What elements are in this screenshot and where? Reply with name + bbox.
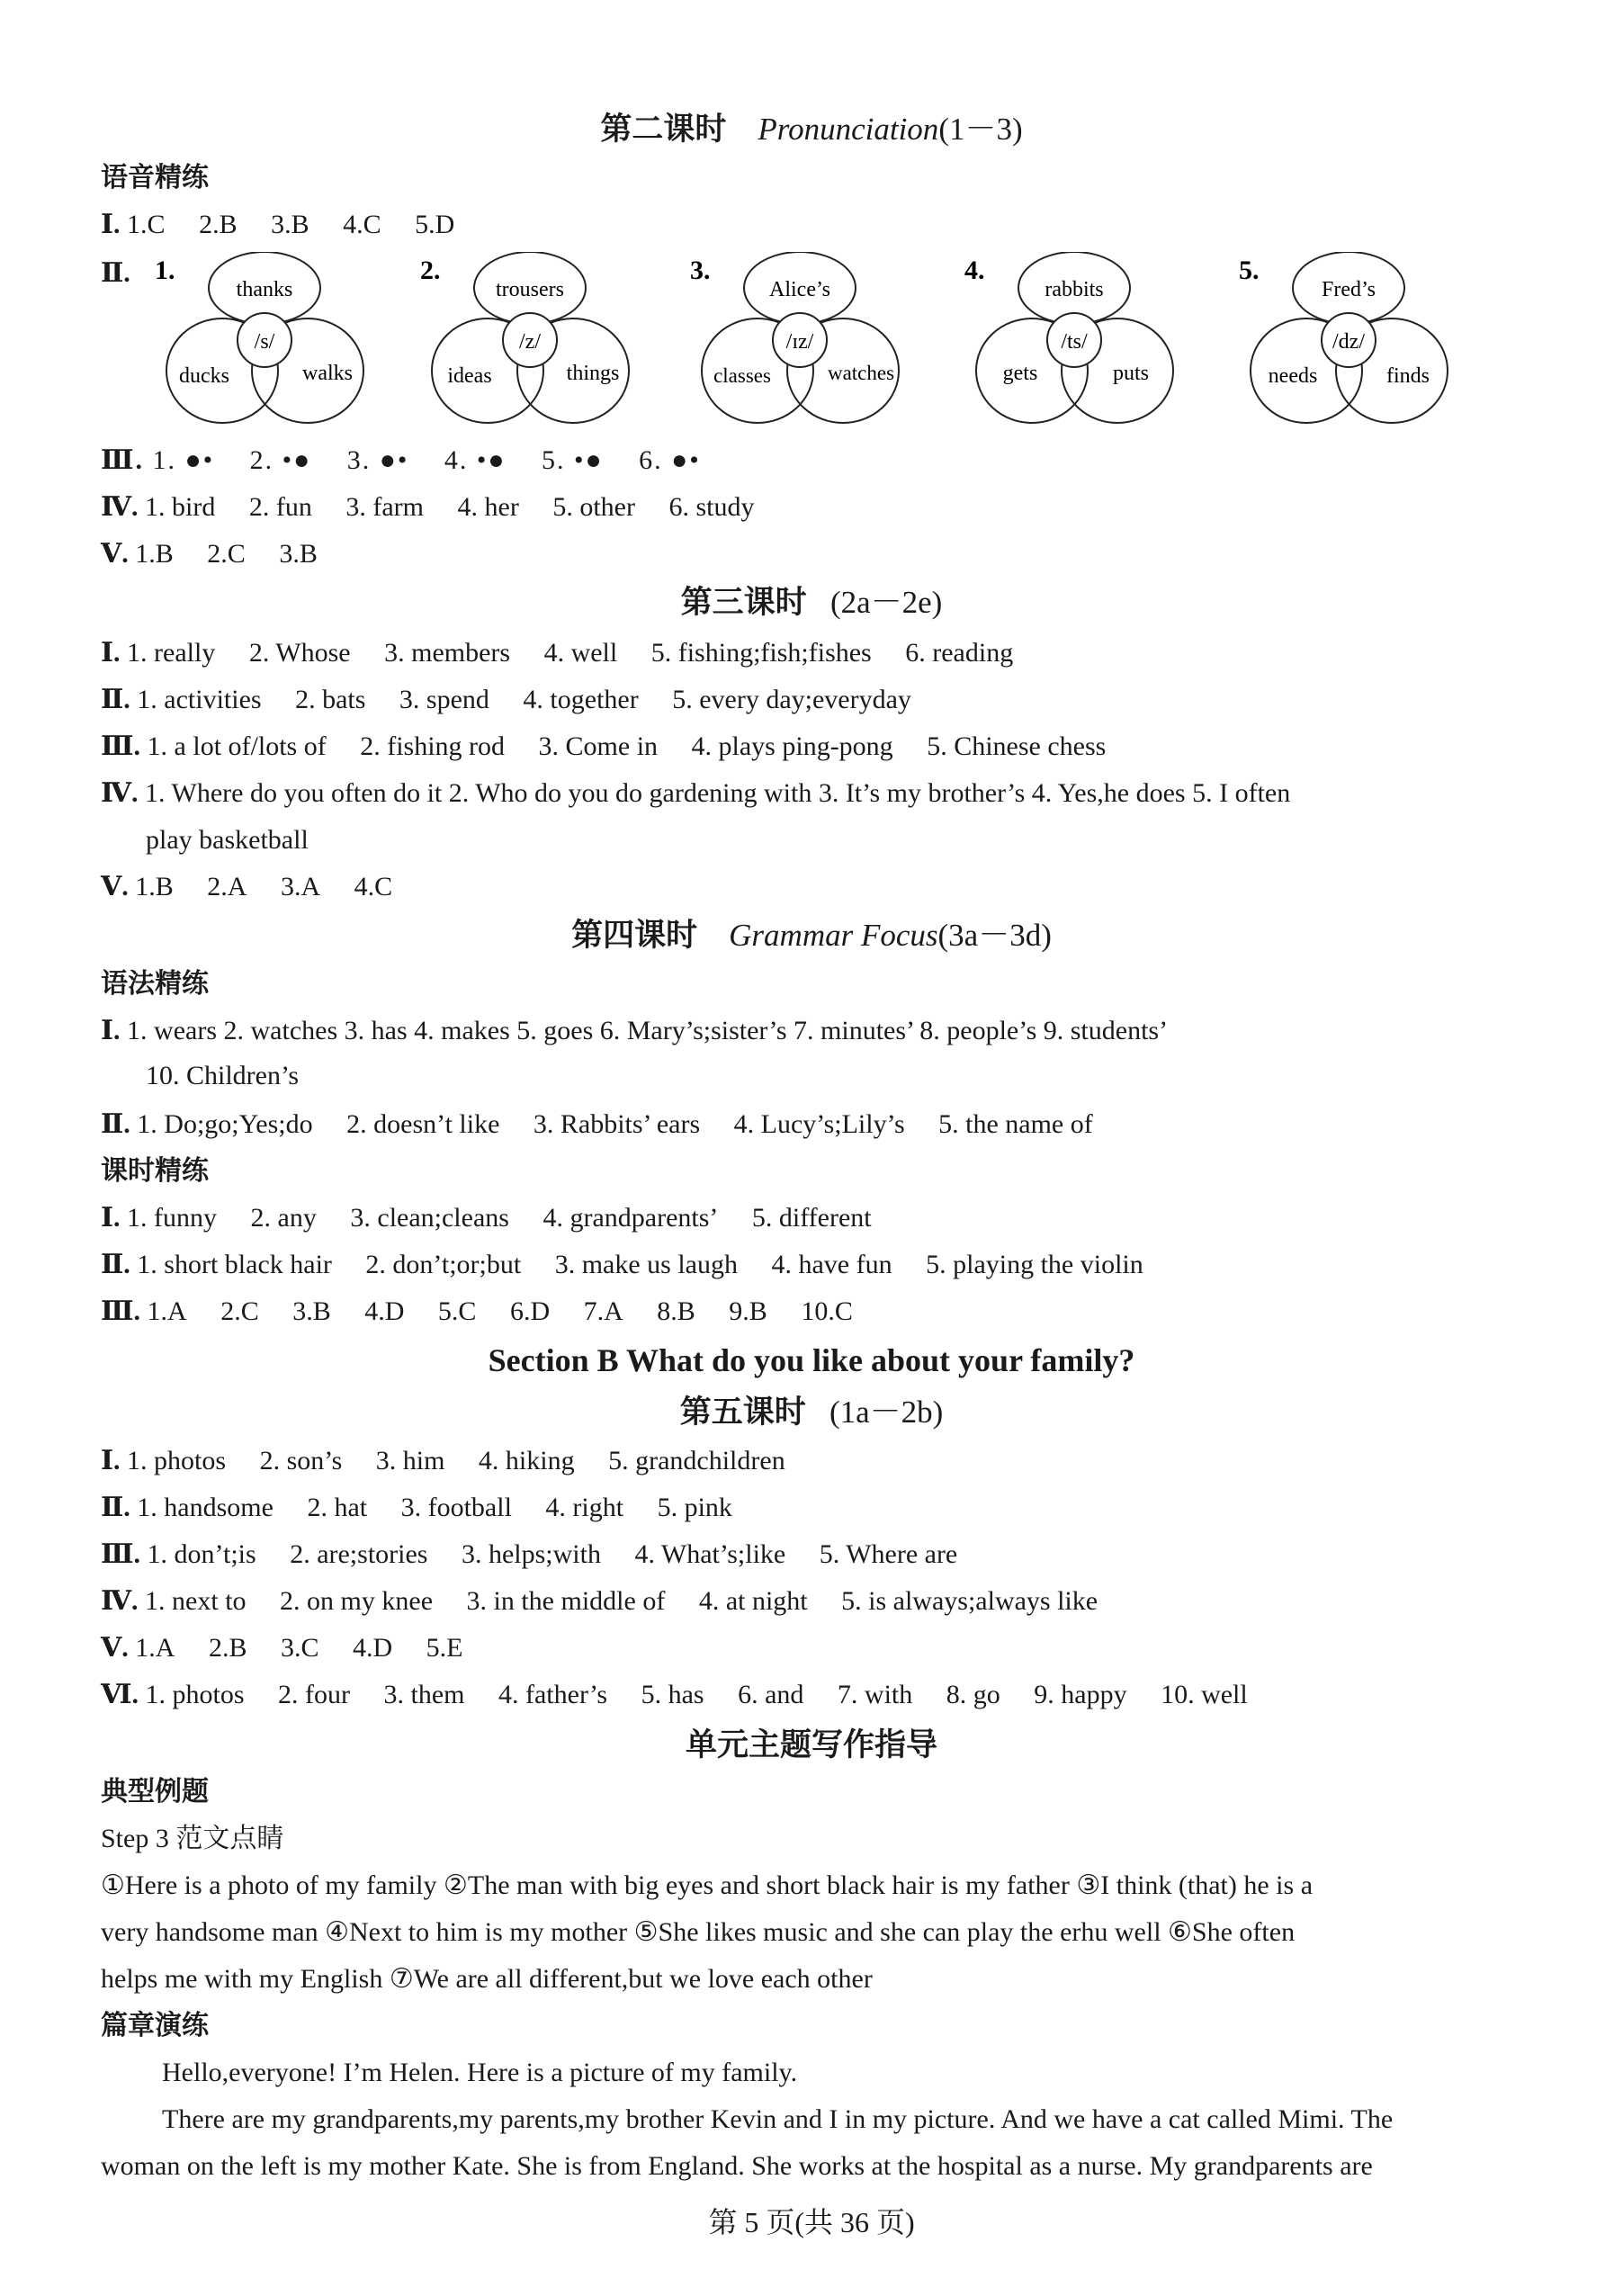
answer-item: 3. him — [375, 1446, 445, 1475]
answer-item: 5. different — [751, 1203, 872, 1233]
answer-item: 2.C — [207, 539, 246, 569]
flower-center-sound: /dz/ — [1332, 330, 1365, 354]
answer-item: 4. plays ping-pong — [691, 731, 893, 761]
answer-item: 3. clean;cleans — [350, 1203, 509, 1233]
section-label: Ⅰ. — [101, 638, 121, 668]
section-label: Ⅰ. — [101, 1203, 121, 1233]
answer-item: 1. photos — [145, 1680, 245, 1709]
answer-item: 5. fishing;fish;fishes — [650, 638, 872, 668]
answer-item: 5. Chinese chess — [927, 731, 1107, 761]
answer-item: 2. doesn’t like — [346, 1109, 500, 1139]
answer-item: 1. handsome — [137, 1493, 273, 1522]
flower-3 — [690, 252, 899, 423]
answer-item: 5. every day;everyday — [672, 685, 911, 714]
flower-top-word: thanks — [236, 278, 293, 301]
answer-item: 3. farm — [345, 492, 425, 522]
answer-item: 2. are;stories — [290, 1539, 428, 1569]
lesson2-title-en: Pronunciation — [758, 112, 939, 147]
section-label: Ⅳ. — [101, 1586, 139, 1616]
model-line-2: very handsome man ④Next to him is my mother ⑤She likes music and she can play the erhu well ⑥She often — [101, 1917, 1296, 1947]
answer-item: 5. pink — [657, 1493, 732, 1522]
answer-item: 4. at night — [698, 1586, 808, 1616]
lesson5-I — [101, 1443, 1533, 1479]
answer-item: 4. together — [523, 685, 639, 714]
answer-item: 2.B — [208, 1633, 247, 1663]
flower-num: 5. — [1239, 256, 1260, 285]
lesson2-range: (1－3) — [938, 112, 1023, 147]
lesson5-VI — [101, 1677, 1533, 1713]
answer-item: 3.B — [271, 210, 309, 239]
lesson4-I-line1 — [101, 1013, 1533, 1049]
writing-step: Step 3 范文点睛 — [101, 1824, 284, 1853]
answer-item: 2. Whose — [248, 638, 351, 668]
answer-item: 5. Where are — [819, 1539, 958, 1569]
lesson4-III2 — [101, 1294, 1533, 1330]
answer-item: 2. don’t;or;but — [365, 1250, 522, 1279]
flower-center-sound: /s/ — [254, 330, 275, 354]
passage-para-2-line2: woman on the left is my mother Kate. She is from England. She works at the hospital as a nurse. My grandparents are — [101, 2151, 1373, 2181]
lesson5-title-cn: 第五课时 — [679, 1395, 806, 1430]
lesson3-IV-line2 — [146, 822, 1533, 858]
stress-item: 1. ●• — [152, 445, 215, 475]
answer-item: 5.E — [426, 1633, 463, 1663]
answer-item: 1.B — [135, 539, 174, 569]
lesson3-V — [101, 869, 1533, 905]
lesson2-title — [0, 110, 1623, 149]
answer-item: 2.C — [220, 1296, 259, 1326]
answer-item: 6. and — [738, 1680, 804, 1709]
answer-item: 5. is always;always like — [841, 1586, 1098, 1616]
lesson3-title — [0, 583, 1623, 623]
answer-item: 1. photos — [127, 1446, 227, 1475]
flower-center-sound: /z/ — [519, 330, 541, 354]
answer-item: 8.B — [657, 1296, 695, 1326]
section-label: Ⅱ. — [101, 1250, 130, 1279]
passage-para-2-line1: There are my grandparents,my parents,my brother Kevin and I in my picture. And we have a cat called Mimi. The — [162, 2104, 1394, 2134]
answer-item: 5. playing the violin — [926, 1250, 1143, 1279]
answer-item: 3. make us laugh — [554, 1250, 738, 1279]
lesson4-II — [101, 1107, 1533, 1143]
answer-item: 2. fishing rod — [360, 731, 506, 761]
answer-item: 4.D — [352, 1633, 393, 1663]
answer-item: 1.A — [135, 1633, 175, 1663]
answer-item: 4.C — [343, 210, 381, 239]
answer-item: 5. the name of — [938, 1109, 1093, 1139]
section-label: Ⅱ. — [101, 1493, 130, 1522]
flower-left-word: needs — [1268, 364, 1318, 388]
answer-text: 1. wears 2. watches 3. has 4. makes 5. goes 6. Mary’s;sister’s 7. minutes’ 8. people’s 9. students’ — [127, 1016, 1169, 1045]
lesson5-range: (1a－2b) — [829, 1395, 944, 1430]
answer-item: 4. hiking — [478, 1446, 575, 1475]
flower-right-word: walks — [302, 362, 353, 385]
flower-left-word: ideas — [447, 364, 492, 388]
answer-item: 4. her — [457, 492, 519, 522]
stress-item: 3. ●• — [346, 445, 409, 475]
flower-left-word: ducks — [179, 364, 229, 388]
answer-item: 7. with — [837, 1680, 913, 1709]
answer-item: 5. other — [552, 492, 635, 522]
section-label: Ⅴ. — [101, 539, 129, 569]
sectionB-title: Section B What do you like about your family? — [488, 1342, 1135, 1378]
lesson3-range: (2a－2e) — [829, 585, 943, 620]
answer-item: 3. Rabbits’ ears — [533, 1109, 701, 1139]
answer-item: 3.C — [280, 1633, 319, 1663]
answer-item: 10. well — [1161, 1680, 1248, 1709]
section-label: Ⅱ. — [101, 685, 130, 714]
model-line-1: ①Here is a photo of my family ②The man with big eyes and short black hair is my father ③I think (that) he is a — [101, 1870, 1314, 1900]
answer-item: 1. Do;go;Yes;do — [137, 1109, 313, 1139]
answer-item: 4. well — [543, 638, 618, 668]
section-label: Ⅴ. — [101, 872, 129, 901]
section-label: Ⅵ. — [101, 1680, 139, 1709]
answer-item: 3.B — [292, 1296, 331, 1326]
answer-item: 1.A — [147, 1296, 187, 1326]
stress-item: 4. •● — [444, 445, 507, 475]
flower-4 — [964, 252, 1173, 423]
section-label: Ⅲ. — [101, 731, 141, 761]
answer-item: 6. study — [668, 492, 755, 522]
stress-item: 6. ●• — [639, 445, 701, 475]
passage-para-1: Hello,everyone! I’m Helen. Here is a picture of my family. — [162, 2058, 798, 2087]
lesson5-title — [0, 1393, 1623, 1432]
answer-item: 9. happy — [1034, 1680, 1127, 1709]
section-label: Ⅱ. — [101, 258, 130, 288]
section-label: Ⅲ. — [101, 445, 145, 475]
answer-item: 4.D — [364, 1296, 405, 1326]
lesson2-subhead: 语音精练 — [101, 162, 209, 193]
answer-item: 2. four — [278, 1680, 350, 1709]
flower-num: 1. — [155, 256, 175, 285]
answer-text: 10. Children’s — [146, 1061, 299, 1090]
flower-center-sound: /ts/ — [1061, 330, 1088, 354]
answer-item: 2. fun — [248, 492, 312, 522]
answer-item: 4. right — [545, 1493, 624, 1522]
section-label: Ⅰ. — [101, 210, 121, 239]
flower-diagrams — [101, 252, 1540, 441]
stress-item: 5. •● — [542, 445, 604, 475]
flower-left-word: gets — [1002, 362, 1038, 385]
answer-item: 1. funny — [127, 1203, 218, 1233]
answer-text: 1. Where do you often do it 2. Who do you do gardening with 3. It’s my brother’s 4. Yes,he does 5. I often — [145, 778, 1291, 808]
answer-item: 1. really — [127, 638, 216, 668]
flower-2 — [420, 252, 629, 423]
answer-item: 2. hat — [307, 1493, 368, 1522]
lesson3-IV-line1 — [101, 776, 1533, 812]
page-number: 第 5 页(共 36 页) — [708, 2206, 915, 2238]
lesson4-I2 — [101, 1200, 1533, 1236]
flower-1 — [155, 252, 363, 423]
answer-text: play basketball — [146, 825, 309, 855]
answer-item: 1.B — [135, 872, 174, 901]
lesson2-I — [101, 207, 1533, 243]
section-label: Ⅲ. — [101, 1539, 141, 1569]
answer-item: 2. bats — [295, 685, 366, 714]
lesson4-title-cn: 第四课时 — [571, 918, 698, 953]
lesson2-title-cn: 第二课时 — [600, 112, 727, 147]
answer-item: 1.C — [127, 210, 166, 239]
flower-top-word: Fred’s — [1322, 278, 1376, 301]
lesson3-title-cn: 第三课时 — [680, 585, 807, 620]
model-line-3: helps me with my English ⑦We are all different,but we love each other — [101, 1964, 873, 1994]
flower-num: 2. — [420, 256, 441, 285]
section-label: Ⅴ. — [101, 1633, 129, 1663]
flower-right-word: finds — [1386, 364, 1430, 388]
lesson5-IV — [101, 1583, 1533, 1619]
flower-num: 4. — [964, 256, 985, 285]
answer-item: 3. helps;with — [461, 1539, 601, 1569]
answer-item: 3. in the middle of — [466, 1586, 666, 1616]
section-label: Ⅲ. — [101, 1296, 141, 1326]
flower-top-word: trousers — [496, 278, 564, 301]
answer-item: 2. son’s — [259, 1446, 343, 1475]
lesson4-I-line2 — [146, 1058, 1533, 1094]
flower-left-word: classes — [713, 364, 771, 387]
lesson2-III — [101, 443, 1533, 479]
answer-item: 5.C — [437, 1296, 477, 1326]
answer-item: 4. Lucy’s;Lily’s — [733, 1109, 905, 1139]
answer-item: 1. a lot of/lots of — [147, 731, 327, 761]
answer-item: 3. them — [383, 1680, 465, 1709]
section-label: Ⅰ. — [101, 1016, 121, 1045]
answer-item: 2. any — [250, 1203, 317, 1233]
section-label: Ⅳ. — [101, 492, 139, 522]
lesson4-title — [0, 916, 1623, 955]
writing-subhead1: 典型例题 — [101, 1776, 209, 1807]
writing-subhead2: 篇章演练 — [101, 2010, 209, 2041]
lesson3-I — [101, 635, 1533, 671]
section-label: Ⅰ. — [101, 1446, 121, 1475]
section-label: Ⅳ. — [101, 778, 139, 808]
answer-item: 3. members — [384, 638, 511, 668]
answer-item: 3.B — [279, 539, 318, 569]
lesson5-V — [101, 1630, 1533, 1666]
flower-center-sound: /ɪz/ — [785, 330, 814, 354]
flower-5 — [1239, 252, 1448, 423]
flower-right-word: watches — [827, 362, 895, 384]
answer-item: 1. don’t;is — [147, 1539, 256, 1569]
answer-item: 9.B — [729, 1296, 767, 1326]
answer-item: 2.B — [199, 210, 238, 239]
answer-item: 4. father’s — [498, 1680, 608, 1709]
answer-item: 10.C — [801, 1296, 853, 1326]
answer-item: 5. has — [641, 1680, 704, 1709]
lesson4-subhead1: 语法精练 — [101, 968, 209, 1000]
answer-item: 2.A — [207, 872, 247, 901]
answer-item: 6. reading — [905, 638, 1014, 668]
answer-item: 5.D — [415, 210, 455, 239]
answer-item: 3.A — [280, 872, 321, 901]
answer-item: 4. have fun — [771, 1250, 892, 1279]
answer-item: 4.C — [354, 872, 393, 901]
section-label: Ⅱ. — [101, 1109, 130, 1139]
lesson5-II — [101, 1490, 1533, 1526]
answer-item: 4. What’s;like — [634, 1539, 786, 1569]
answer-item: 6.D — [509, 1296, 551, 1326]
flower-right-word: things — [566, 362, 620, 385]
flower-top-word: Alice’s — [769, 278, 830, 301]
lesson4-title-en: Grammar Focus — [729, 918, 938, 953]
answer-item: 4. grandparents’ — [542, 1203, 719, 1233]
lesson4-subhead2: 课时精练 — [101, 1155, 209, 1187]
lesson3-III — [101, 729, 1533, 765]
answer-item: 7.A — [583, 1296, 623, 1326]
flower-top-word: rabbits — [1045, 278, 1104, 301]
flower-num: 3. — [690, 256, 711, 285]
answer-item: 3. football — [400, 1493, 512, 1522]
answer-item: 8. go — [946, 1680, 1000, 1709]
writing-title: 单元主题写作指导 — [685, 1727, 937, 1762]
answer-item: 3. spend — [399, 685, 489, 714]
lesson3-II — [101, 682, 1533, 718]
answer-item: 5. grandchildren — [608, 1446, 785, 1475]
lesson5-III — [101, 1537, 1533, 1573]
lesson2-V — [101, 536, 1533, 572]
answer-item: 1. activities — [137, 685, 262, 714]
stress-item: 2. •● — [249, 445, 312, 475]
lesson2-IV — [101, 489, 1533, 525]
answer-item: 2. on my knee — [280, 1586, 434, 1616]
lesson4-range: (3a－3d) — [937, 918, 1052, 953]
answer-item: 3. Come in — [538, 731, 659, 761]
answer-item: 1. short black hair — [137, 1250, 332, 1279]
answer-item: 1. next to — [145, 1586, 247, 1616]
lesson4-II2 — [101, 1247, 1533, 1283]
flower-right-word: puts — [1112, 362, 1150, 385]
answer-item: 1. bird — [145, 492, 216, 522]
